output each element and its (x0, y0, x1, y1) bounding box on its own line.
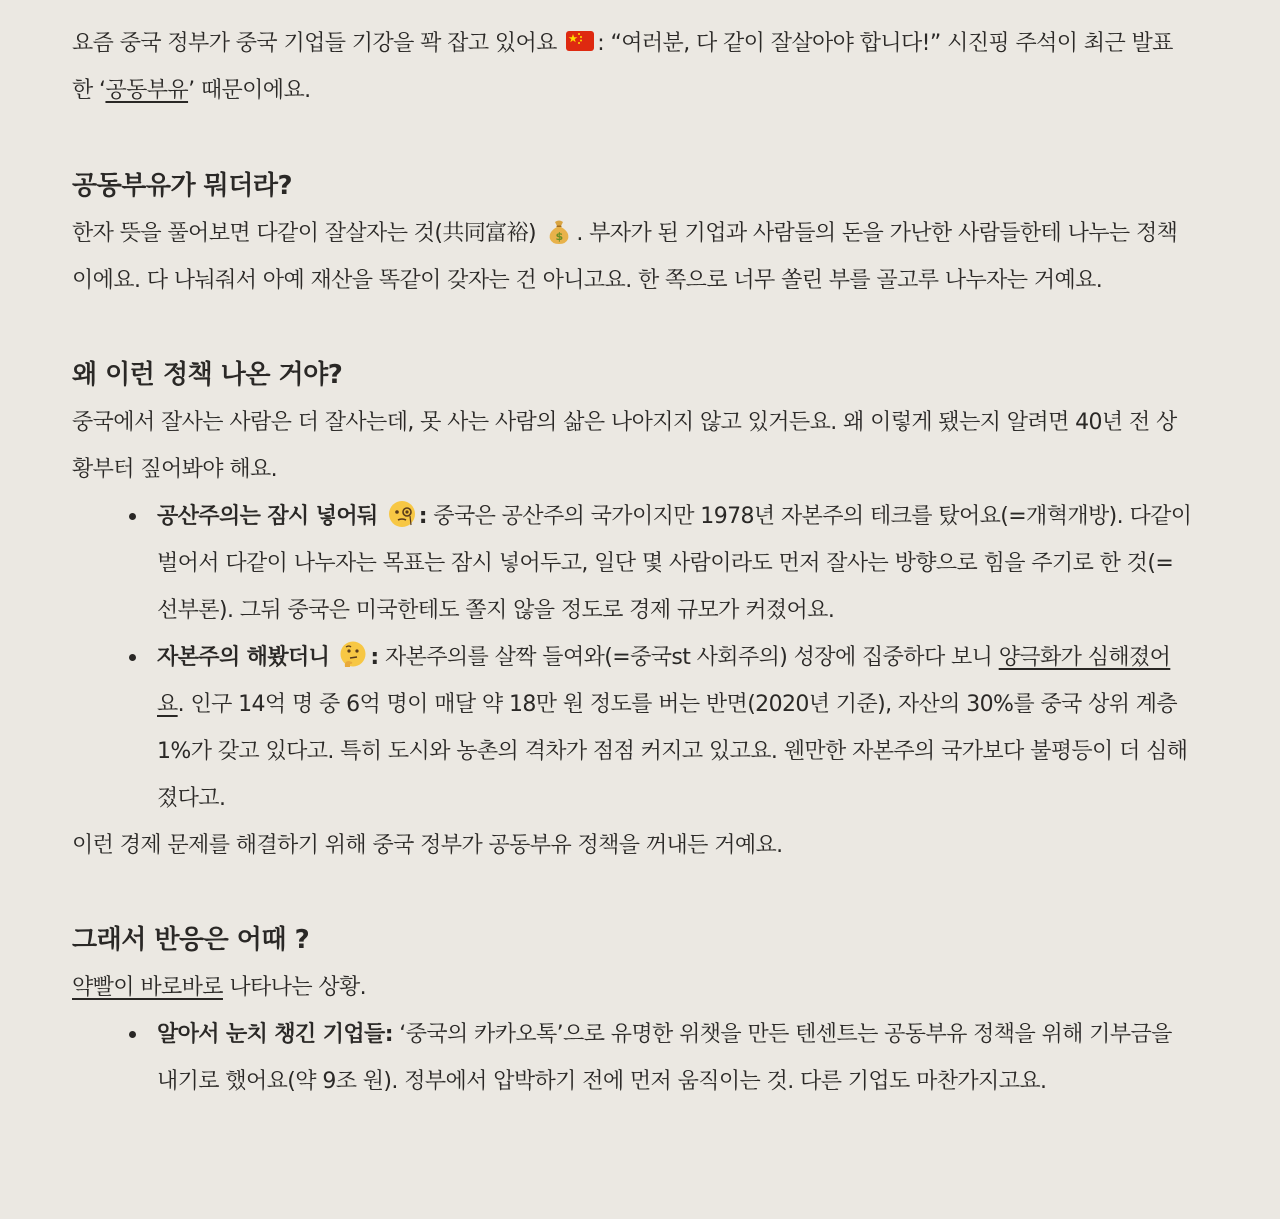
list-item: 알아서 눈치 챙긴 기업들: ‘중국의 카카오톡’으로 유명한 위챗을 만든 텐센트는 공동부유 정책을 위해 기부금을 내기로 했어요(약 9조 원). 정부에서 압박하기 전에 먼저 움직이는 것. 다른 기업도 마찬가지고요. (157, 1011, 1192, 1105)
link-common-prosperity[interactable]: 공동부유 (105, 78, 189, 103)
svg-text:$: $ (555, 230, 563, 243)
section-title-why: 왜 이런 정책 나온 거야? (72, 360, 343, 390)
thinking-face-icon (338, 640, 368, 670)
section-title-what-is: 공동부유가 뭐더라? (72, 171, 293, 201)
face-with-monocle-icon (387, 499, 417, 529)
section-body-what-is: 한자 뜻을 풀어보면 다같이 잘살자는 것(共同富裕) $ . 부자가 된 기업과 사람들의 돈을 가난한 사람들한테 나누는 정책이에요. 다 나눠줘서 아예 재산을 똑같이 갖자는 건 아니고요. 한 쪽으로 너무 쏠린 부를 골고루 나누자는 거예요. (72, 210, 1192, 304)
bullet-list-reaction (72, 1011, 1192, 1105)
bullet-list-why (72, 493, 1192, 822)
list-item: 자본주의 해봤더니 : 자본주의를 살짝 들여와(=중국st 사회주의) 성장에 집중하다 보니 양극화가 심해졌어요. 인구 14억 명 중 6억 명이 매달 약 18만 원 정도를 버는 반면(2020년 기준), 자산의 30%를 중국 상위 계층 1%가 갖고 있다고. 특히 도시와 농촌의 격차가 점점 커지고 있고요. 웬만한 자본주의 국가보다 불평등이 더 심해졌다고. (157, 634, 1192, 822)
list-item: 공산주의는 잠시 넣어둬 : 중국은 공산주의 국가이지만 1978년 자본주의 테크를 탔어요(=개혁개방). 다같이 벌어서 다같이 나누자는 목표는 잠시 넣어두고, 일단 몇 사람이라도 먼저 잘사는 방향으로 힘을 주기로 한 것(=선부론). 그뒤 중국은 미국한테도 쫄지 않을 정도로 경제 규모가 커졌어요. (157, 493, 1192, 634)
intro-paragraph: 요즘 중국 정부가 중국 기업들 기강을 꽉 잡고 있어요 : “여러분, 다 같이 잘살아야 합니다!” 시진핑 주석이 최근 발표한 ‘공동부유’ 때문이에요. (72, 20, 1192, 114)
money-bag-icon (544, 216, 574, 246)
section-title-reaction: 그래서 반응은 어때 ? (72, 925, 310, 955)
china-flag-icon (565, 26, 595, 56)
link-immediate-effect[interactable]: 약빨이 바로바로 (72, 975, 223, 1000)
section-closing-why: 이런 경제 문제를 해결하기 위해 중국 정부가 공동부유 정책을 꺼내든 거예요. (72, 833, 783, 858)
article (72, 0, 1192, 1105)
section-body-reaction: 약빨이 바로바로 나타나는 상황. (72, 975, 367, 1000)
link-polarization[interactable]: 양극화가 심해졌어요 (157, 645, 1171, 717)
section-body-why: 중국에서 잘사는 사람은 더 잘사는데, 못 사는 사람의 삶은 나아지지 않고 있거든요. 왜 이렇게 됐는지 알려면 40년 전 상황부터 짚어봐야 해요. (72, 410, 1177, 482)
